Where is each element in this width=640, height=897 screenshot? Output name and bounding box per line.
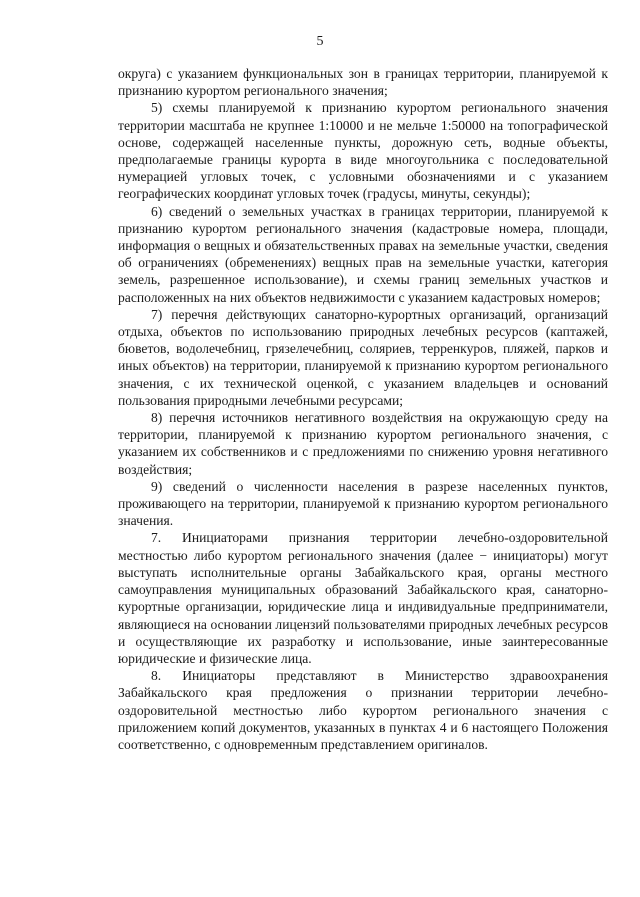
paragraph-clause-7: 7. Инициаторами признания территории лечебно-оздоровительной местностью либо курортом регионального значения (далее − инициаторы) могут выступать исполнительные органы Забайкальского края, органы местного самоуправления муниципальных образований Забайкальского края, санаторно-курортные организации, юридические лица и индивидуальные предприниматели, являющиеся на основании лицензий пользователями природных лечебных ресурсов и осуществляющие их разработку и использование, иные заинтересованные юридические и физические лица. bbox=[118, 530, 608, 666]
paragraph-item-9: 9) сведений о численности населения в разрезе населенных пунктов, проживающего на территории, планируемой к признанию курортом регионального значения. bbox=[118, 478, 608, 529]
page-number: 5 bbox=[316, 34, 324, 49]
paragraph-item-5: 5) схемы планируемой к признанию курортом регионального значения территории масштаба не крупнее 1:10000 и не мельче 1:50000 на топографической основе, содержащей населенные пункты, дорожную сеть, водные объекты, предполагаемые границы курорта в виде многоугольника с последовательной нумерацией угловых точек, с условными обозначениями и с указанием географических координат угловых точек (градусы, минуты, секунды); bbox=[118, 100, 608, 202]
paragraph-item-6: 6) сведений о земельных участках в границах территории, планируемой к признанию курортом регионального значения (кадастровые номера, площади, информация о вещных и обязательственных правах на земельные участки, сведения об ограничениях (обременениях) вещных прав на земельные участки, категория земель, разрешенное использование), и схемы границ земельных участков и расположенных на них объектов недвижимости с указанием кадастровых номеров; bbox=[118, 203, 608, 305]
document-body bbox=[118, 65, 608, 753]
paragraph-item-7: 7) перечня действующих санаторно-курортных организаций, организаций отдыха, объектов по использованию природных лечебных ресурсов (каптажей, бюветов, водолечебниц, грязелечебниц, соляриев, терренкуров, пляжей, парков и иных объектов) на территории, планируемой к признанию курортом регионального значения, с их технической оценкой, с указанием владельцев и оснований пользования природными лечебными ресурсами; bbox=[118, 306, 608, 408]
paragraph-clause-8: 8. Инициаторы представляют в Министерство здравоохранения Забайкальского края предложения о признании территории лечебно-оздоровительной местностью либо курортом регионального значения с приложением копий документов, указанных в пунктах 4 и 6 настоящего Положения соответственно, с одновременным представлением оригиналов. bbox=[118, 668, 608, 752]
paragraph-item-8: 8) перечня источников негативного воздействия на окружающую среду на территории, планируемой к признанию курортом регионального значения, с указанием их собственников и с предложениями по снижению уровня негативного воздействия; bbox=[118, 410, 608, 477]
paragraph-continuation: округа) с указанием функциональных зон в границах территории, планируемой к признанию курортом регионального значения; bbox=[118, 66, 608, 99]
